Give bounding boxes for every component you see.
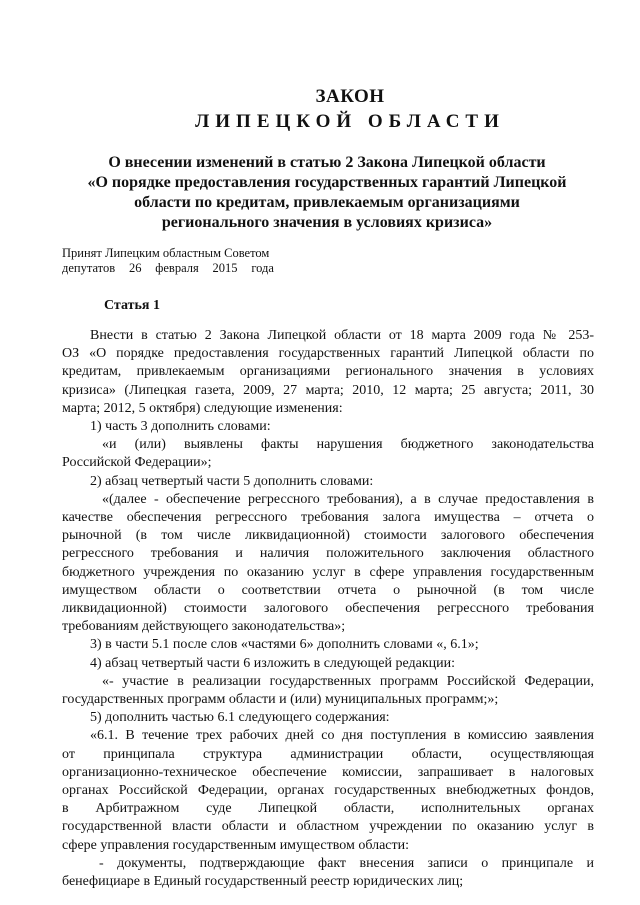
- body-line: 4) абзац четвертый части 6 изложить в следующей редакции:: [90, 655, 456, 671]
- body-line: - документы, подтверждающие факт внесения записи о принципале и: [99, 855, 594, 871]
- body-line: кредитам, привлекаемым организациями регионального значения в условиях: [62, 364, 594, 380]
- body-line: сфере управления государственным имуществом области:: [62, 837, 410, 853]
- body-line: ОЗ «О порядке предоставления государственных гарантий Липецкой области по: [62, 346, 594, 362]
- body-line: 5) дополнить частью 6.1 следующего содержания:: [90, 710, 390, 726]
- region-title: ЛИПЕЦКОЙ ОБЛАСТИ: [195, 111, 505, 132]
- subject-line: «О порядке предоставления государственных гарантий Липецкой: [87, 174, 567, 191]
- adoption-note: [62, 246, 292, 276]
- body-line: государственных программ области и (или) муниципальных программ;»;: [62, 692, 499, 708]
- body-line: марта; 2012, 5 октября) следующие изменения:: [62, 400, 343, 416]
- body-line: кризиса» (Липецкая газета, 2009, 27 марта; 2010, 12 марта; 25 августа; 2011, 30: [62, 382, 594, 398]
- body-line: «- участие в реализации государственных программ Российской Федерации,: [102, 673, 594, 689]
- body-line: 1) часть 3 дополнить словами:: [90, 419, 271, 435]
- body-line: ликвидационной) стоимости залогового обеспечения регрессного требования: [62, 601, 594, 617]
- body-line: «и (или) выявлены факты нарушения бюджетного законодательства: [102, 437, 594, 453]
- subject-line: области по кредитам, привлекаемым организациями: [134, 194, 520, 211]
- subject-line: О внесении изменений в статью 2 Закона Липецкой области: [108, 154, 546, 171]
- body-line: Внести в статью 2 Закона Липецкой области от 18 марта 2009 года № 253-: [90, 328, 594, 343]
- adoption-day: 26: [128, 261, 142, 275]
- body-line: бенефициаре в Единый государственный реестр юридических лиц;: [62, 874, 464, 890]
- body-line: в Арбитражном суде Липецкой области, исполнительных органах: [62, 801, 594, 817]
- article-body: [62, 327, 594, 891]
- body-line: качестве обеспечения регрессного требования залога имущества – отчета о: [62, 510, 594, 526]
- body-line: имуществом области о соответствии отчета о рыночной (в том числе: [62, 582, 594, 598]
- body-line: 2) абзац четвертый части 5 дополнить словами:: [90, 473, 374, 489]
- body-line: «(далее - обеспечение регрессного требования), а в случае предоставления в: [102, 491, 594, 507]
- body-line: рыночной (в том числе ликвидационной) стоимости залогового обеспечения: [62, 528, 594, 544]
- adoption-line: Принят Липецким областным Советом: [62, 246, 270, 260]
- law-subject-heading: [62, 153, 592, 233]
- body-line: организационно-техническое обеспечение комиссии, запрашивает в налоговых: [62, 764, 594, 780]
- body-line: «6.1. В течение трех рабочих дней со дня поступления в комиссию заявления: [90, 728, 594, 744]
- document-type-title: ЗАКОН: [315, 86, 385, 107]
- subject-line: регионального значения в условиях кризиса»: [161, 214, 493, 231]
- body-line: требованиям действующего законодательства»;: [62, 619, 346, 635]
- adoption-date-line: [62, 261, 274, 276]
- body-line: государственной власти области и областном учреждении по оказанию услуг в: [62, 819, 594, 835]
- body-line: регрессного требования и наличия положительного заключения областного: [62, 546, 594, 562]
- body-line: Российской Федерации»;: [62, 455, 212, 471]
- body-line: от принципала структура администрации области, осуществляющая: [62, 746, 594, 762]
- adoption-word: депутатов: [62, 261, 116, 275]
- adoption-month: февраля: [155, 261, 199, 275]
- article-heading: Статья 1: [104, 298, 160, 313]
- body-line: органах Российской Федерации, органах государственных внебюджетных фондов,: [62, 783, 594, 799]
- adoption-word: года: [251, 261, 274, 275]
- body-line: бюджетного учреждения по оказанию услуг в сфере управления государственным: [62, 564, 594, 580]
- adoption-year: 2015: [212, 261, 238, 275]
- body-line: 3) в части 5.1 после слов «частями 6» дополнить словами «, 6.1»;: [90, 637, 479, 653]
